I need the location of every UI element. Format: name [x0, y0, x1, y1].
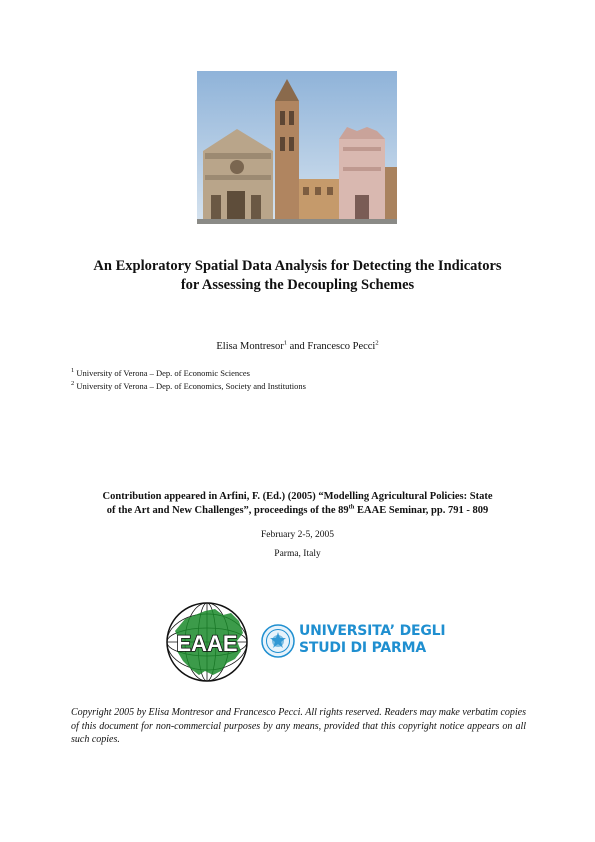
- seminar-dates: February 2-5, 2005: [260, 530, 335, 540]
- title-line-2: for Assessing the Decoupling Schemes: [180, 277, 415, 293]
- author-1: Elisa Montresor: [216, 341, 284, 352]
- parma-name-line-2: STUDI DI PARMA: [299, 640, 426, 656]
- contribution-note: [0, 490, 595, 518]
- parma-university-name: [299, 623, 445, 657]
- affiliation-1-text: University of Verona – Dep. of Economic Sciences: [76, 368, 250, 378]
- author-2: Francesco Pecci: [307, 341, 376, 352]
- paper-title: [0, 257, 595, 295]
- eaae-logo: [165, 601, 249, 683]
- authors-line: [0, 341, 595, 352]
- contribution-line-2-sup: th: [348, 503, 355, 511]
- author-1-sup: 1: [283, 339, 287, 347]
- parma-name-line-1: UNIVERSITA’ DEGLI: [299, 623, 446, 639]
- contribution-line-2-post: EAAE Seminar, pp. 791 - 809: [354, 505, 489, 516]
- cover-photo: [197, 71, 397, 224]
- university-seal-icon: [261, 624, 295, 658]
- contribution-line-2-pre: of the Art and New Challenges”, proceedings of the 89: [106, 505, 349, 516]
- copyright-notice: Copyright 2005 by Elisa Montresor and Francesco Pecci. All rights reserved. Readers may make verbatim copies of this document for non-commercial purposes by any means, provided that this copyright notice appears on all such copies.: [71, 707, 526, 745]
- eaae-logo-text: EAAE: [176, 631, 238, 656]
- parma-seal: [261, 624, 295, 658]
- affiliation-1: [71, 368, 250, 378]
- eaae-globe-logo-icon: [165, 601, 249, 683]
- author-2-sup: 2: [375, 339, 379, 347]
- affiliation-2: [71, 381, 306, 391]
- affiliation-2-sup: 2: [71, 380, 75, 388]
- cathedral-photo-icon: [197, 71, 397, 224]
- title-line-1: An Exploratory Spatial Data Analysis for Detecting the Indicators: [93, 258, 502, 274]
- affiliation-2-text: University of Verona – Dep. of Economics, Society and Institutions: [76, 381, 306, 391]
- contribution-line-2: [0, 504, 595, 518]
- authors-joiner: and: [287, 341, 308, 352]
- affiliation-1-sup: 1: [71, 367, 75, 375]
- seminar-place: Parma, Italy: [274, 549, 321, 559]
- contribution-line-1: Contribution appeared in Arfini, F. (Ed.) (2005) “Modelling Agricultural Policies: State: [102, 491, 493, 502]
